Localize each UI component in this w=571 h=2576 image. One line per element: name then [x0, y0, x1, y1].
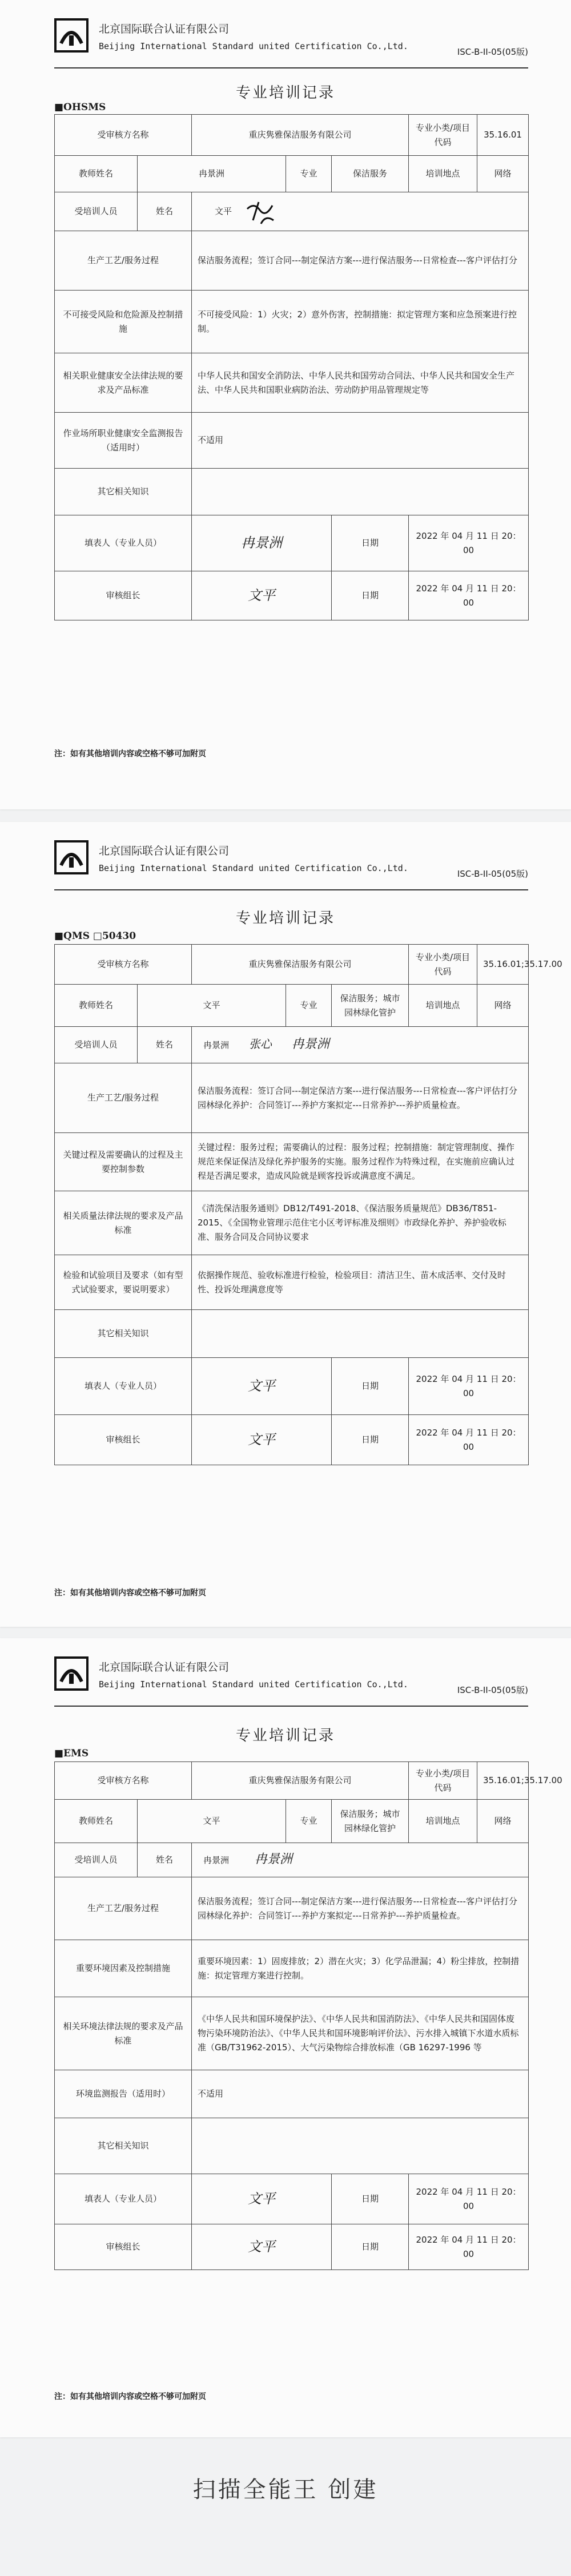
trainee-signature-mark: [243, 197, 277, 226]
letterhead: [54, 836, 528, 887]
bisc-logo-icon: [54, 840, 89, 874]
standard-mark: ■OHSMS: [54, 102, 106, 113]
trainee-name: 文平: [215, 206, 232, 216]
law-label: 相关职业健康安全法律法规的要求及产品标准: [55, 353, 192, 413]
client-name: 重庆隽雅保洁服务有限公司: [192, 115, 409, 156]
place-value: 网络: [477, 156, 529, 192]
place-label: 培训地点: [409, 1800, 477, 1843]
monitor-value: 不适用: [192, 413, 529, 469]
law-label: 相关质量法律法规的要求及产品标准: [55, 1191, 192, 1255]
reviewer-signature-text: 文平: [248, 587, 276, 603]
trainee-label: 受培训人员: [55, 1843, 138, 1877]
law-value: 中华人民共和国安全消防法、中华人民共和国劳动合同法、中华人民共和国安全生产法、中华人民共和国职业病防治法、劳动防护用品管理规定等: [192, 353, 529, 413]
reviewer-label: 审核组长: [55, 571, 192, 620]
name-label: 姓名: [138, 192, 192, 231]
date-value: 2022 年 04 月 11 日 20：00: [409, 515, 529, 571]
trainee-label: 受培训人员: [55, 1027, 138, 1063]
org-name-cn: 北京国际联合认证有限公司: [99, 1661, 230, 1674]
other-label: 其它相关知识: [55, 1310, 192, 1358]
page-ohsms: [0, 0, 571, 809]
reviewer-label: 审核组长: [55, 1415, 192, 1465]
profession-value: 保洁服务；城市园林绿化管护: [332, 985, 409, 1027]
date-label: 日期: [332, 571, 409, 620]
date-label: 日期: [332, 2224, 409, 2270]
law-value: 《清洗保洁服务通则》DB12/T491-2018、《保洁服务质量规范》DB36/T851-2015、《全国物业管理示范住宅小区考评标准及细则》市政绿化养护、养护验收标准、服务合同及合同协议要求: [192, 1191, 529, 1255]
teacher-name: 冉景洲: [138, 156, 286, 192]
category-label: 专业小类/项目代码: [409, 1762, 477, 1800]
name-label: 姓名: [138, 1027, 192, 1063]
doc-code: ISC-B-II-05(05版): [457, 1685, 528, 1695]
filler-label: 填表人（专业人员）: [55, 1358, 192, 1415]
profession-label: 专业: [286, 1800, 332, 1843]
letterhead: [54, 14, 528, 65]
reviewer-label: 审核组长: [55, 2224, 192, 2270]
category-code: 35.16.01;35.17.00: [477, 1762, 529, 1800]
date-value: 2022 年 04 月 11 日 20：00: [409, 2174, 529, 2224]
trainee-name: 冉景洲: [203, 1855, 230, 1866]
training-record-table: [54, 114, 529, 620]
date-label: 日期: [332, 2174, 409, 2224]
client-name: 重庆隽雅保洁服务有限公司: [192, 945, 409, 985]
org-name-en: Beijing International Standard united Certification Co.,Ltd.: [99, 863, 408, 873]
reviewer-signature-text: 文平: [248, 2238, 276, 2255]
org-name-cn: 北京国际联合认证有限公司: [99, 845, 230, 857]
client-label: 受审核方名称: [55, 1762, 192, 1800]
monitor-value: 不适用: [192, 2070, 529, 2118]
process-value: 保洁服务流程；签订合同---制定保洁方案---进行保洁服务---日常检查---客户评估打分: [192, 231, 529, 291]
form-title: 专业培训记录: [235, 84, 335, 102]
filler-label: 填表人（专业人员）: [55, 2174, 192, 2224]
training-record-table: [54, 1761, 562, 2270]
law-label: 相关环境法律法规的要求及产品标准: [55, 1997, 192, 2070]
filler-signature: [192, 515, 332, 571]
filler-signature-text: 文平: [248, 1377, 276, 1394]
client-name: 重庆隽雅保洁服务有限公司: [192, 1762, 409, 1800]
category-label: 专业小类/项目代码: [409, 945, 477, 985]
env-aspect-label: 重要环境因素及控制措施: [55, 1940, 192, 1997]
place-value: 网络: [477, 985, 529, 1027]
client-label: 受审核方名称: [55, 115, 192, 156]
training-record-table: [54, 944, 562, 1465]
date-value: 2022 年 04 月 11 日 20：00: [409, 1415, 529, 1465]
standard-mark: ■EMS: [54, 1748, 89, 1759]
filler-signature-text: 文平: [248, 2190, 276, 2207]
date-label: 日期: [332, 1358, 409, 1415]
law-value: 《中华人民共和国环境保护法》、《中华人民共和国消防法》、《中华人民共和国固体废物污染环境防治法》、《中华人民共和国环境影响评价法》、污水排入城镇下水道水质标准（GB/T31962-2015）、大气污染物综合排放标准（GB 16297-1996 等: [192, 1997, 529, 2070]
env-aspect-value: 重要环境因素：1）固废排放；2）潜在火灾；3）化学品泄漏；4）粉尘排放，控制措施：拟定管理方案进行控制。: [192, 1940, 529, 1997]
inspect-value: 依据操作规范、验收标准进行检验，检验项目：清洁卫生、苗木成活率、交付及时性、投诉处理满意度等: [192, 1255, 529, 1310]
date-value: 2022 年 04 月 11 日 20：00: [409, 1358, 529, 1415]
reviewer-signature: [192, 2224, 332, 2270]
other-value: [192, 1310, 529, 1358]
other-label: 其它相关知识: [55, 469, 192, 515]
profession-value: 保洁服务；城市园林绿化管护: [332, 1800, 409, 1843]
date-value: 2022 年 04 月 11 日 20：00: [409, 571, 529, 620]
trainee-cell: [192, 1027, 529, 1063]
footnote: 注：如有其他培训内容或空格不够可加附页: [54, 749, 206, 759]
reviewer-signature: [192, 571, 332, 620]
hazard-label: 不可接受风险和危险源及控制措施: [55, 291, 192, 353]
trainee-cell: [192, 192, 529, 231]
doc-code: ISC-B-II-05(05版): [457, 869, 528, 879]
standard-mark: ■QMS □50430: [54, 930, 136, 942]
filler-label: 填表人（专业人员）: [55, 515, 192, 571]
date-label: 日期: [332, 515, 409, 571]
category-code: 35.16.01: [477, 115, 529, 156]
other-label: 其它相关知识: [55, 2118, 192, 2174]
profession-value: 保洁服务: [332, 156, 409, 192]
process-value: 保洁服务流程：签订合同---制定保洁方案---进行保洁服务---日常检查---客户评估打分园林绿化养护：合同签订---养护方案拟定---日常养护---养护质量检查。: [192, 1063, 529, 1133]
process-value: 保洁服务流程；签订合同---制定保洁方案---进行保洁服务---日常检查---客户评估打分园林绿化养护：合同签订---养护方案拟定---日常养护---养护质量检查。: [192, 1877, 529, 1940]
scanner-watermark: 扫描全能王 创建: [192, 2477, 379, 2503]
key-process-label: 关键过程及需要确认的过程及主要控制参数: [55, 1133, 192, 1191]
page-ems: [0, 1638, 571, 2437]
category-label: 专业小类/项目代码: [409, 115, 477, 156]
hazard-value: 不可接受风险：1）火灾；2）意外伤害，控制措施：拟定管理方案和应急预案进行控制。: [192, 291, 529, 353]
other-value: [192, 2118, 529, 2174]
bisc-logo-icon: [54, 1656, 89, 1691]
letterhead: [54, 1652, 528, 1703]
profession-label: 专业: [286, 156, 332, 192]
place-value: 网络: [477, 1800, 529, 1843]
org-name-en: Beijing International Standard united Certification Co.,Ltd.: [99, 41, 408, 51]
teacher-name: 文平: [138, 985, 286, 1027]
org-name-cn: 北京国际联合认证有限公司: [99, 23, 230, 35]
doc-code: ISC-B-II-05(05版): [457, 47, 528, 57]
place-label: 培训地点: [409, 156, 477, 192]
key-process-value: 关键过程：服务过程；需要确认的过程：服务过程；控制措施：制定管理制度、操作规范来保证保洁及绿化养护服务的实施。服务过程作为特殊过程，在实施前应确认过程是否满足要求，造成风险就是顾客投诉或满意度不满足。: [192, 1133, 529, 1191]
trainee-label: 受培训人员: [55, 192, 138, 231]
trainee-name: 冉景洲: [203, 1040, 230, 1051]
trainee-signature-2: 冉景洲: [291, 1037, 329, 1052]
monitor-label: 作业场所职业健康安全监测报告（适用时）: [55, 413, 192, 469]
filler-signature: [192, 2174, 332, 2224]
name-label: 姓名: [138, 1843, 192, 1877]
bisc-logo-icon: [54, 18, 89, 53]
reviewer-signature: [192, 1415, 332, 1465]
teacher-label: 教师姓名: [55, 1800, 138, 1843]
trainee-signature: 冉景洲: [254, 1852, 292, 1867]
footnote: 注：如有其他培训内容或空格不够可加附页: [54, 2392, 206, 2401]
form-title: 专业培训记录: [235, 910, 335, 927]
header-rule: [54, 67, 528, 68]
process-label: 生产工艺/服务过程: [55, 1877, 192, 1940]
place-label: 培训地点: [409, 985, 477, 1027]
filler-signature: [192, 1358, 332, 1415]
category-code: 35.16.01;35.17.00: [477, 945, 529, 985]
trainee-cell: [192, 1843, 529, 1877]
footnote: 注：如有其他培训内容或空格不够可加附页: [54, 1589, 206, 1598]
profession-label: 专业: [286, 985, 332, 1027]
form-title: 专业培训记录: [235, 1727, 335, 1744]
other-value: [192, 469, 529, 515]
header-rule: [54, 889, 528, 890]
date-label: 日期: [332, 1415, 409, 1465]
header-rule: [54, 1706, 528, 1707]
trainee-signature: 张心: [248, 1037, 272, 1051]
process-label: 生产工艺/服务过程: [55, 231, 192, 291]
date-value: 2022 年 04 月 11 日 20：00: [409, 2224, 529, 2270]
org-name-en: Beijing International Standard united Certification Co.,Ltd.: [99, 1679, 408, 1690]
filler-signature-text: 冉景洲: [241, 534, 283, 551]
teacher-label: 教师姓名: [55, 985, 138, 1027]
inspect-label: 检验和试验项目及要求（如有型式试验要求，要说明要求）: [55, 1255, 192, 1310]
process-label: 生产工艺/服务过程: [55, 1063, 192, 1133]
page-qms: [0, 822, 571, 1627]
teacher-name: 文平: [138, 1800, 286, 1843]
monitor-label: 环境监测报告（适用时）: [55, 2070, 192, 2118]
teacher-label: 教师姓名: [55, 156, 138, 192]
client-label: 受审核方名称: [55, 945, 192, 985]
reviewer-signature-text: 文平: [248, 1431, 276, 1448]
